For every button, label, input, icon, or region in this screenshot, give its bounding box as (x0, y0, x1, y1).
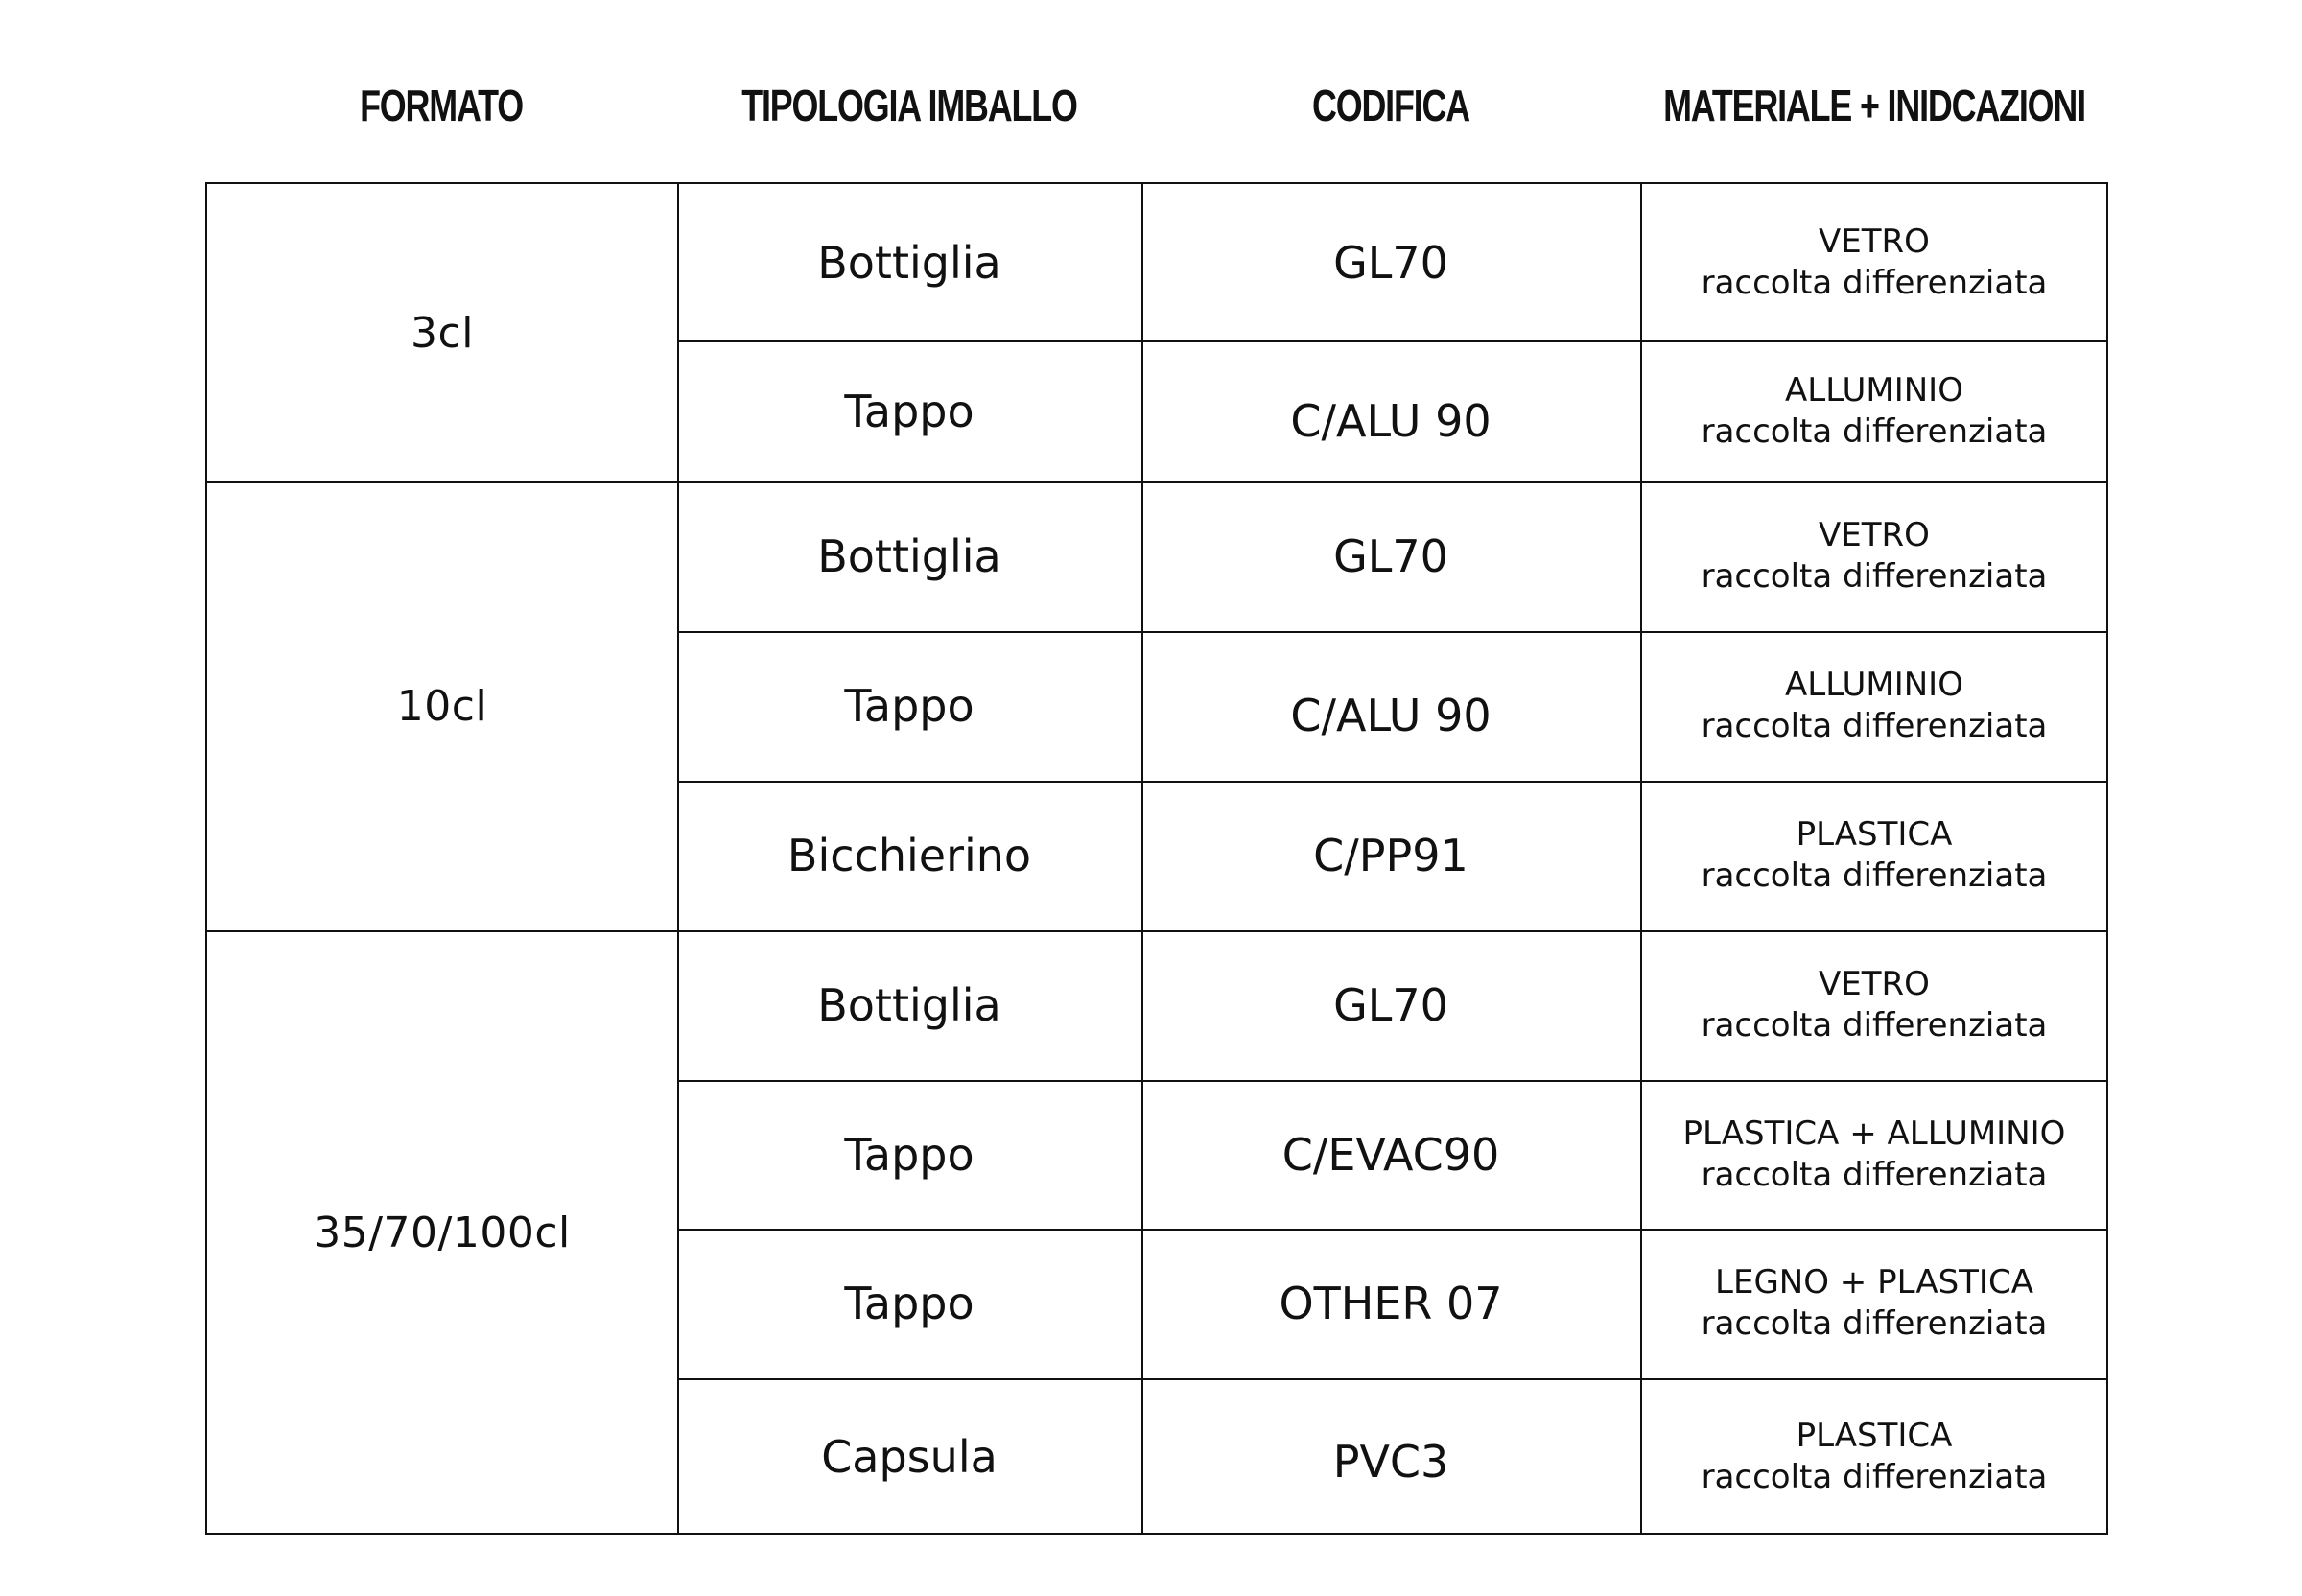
materiale-cell (1640, 1229, 2108, 1378)
codifica-cell: GL70 (1333, 530, 1448, 582)
tipologia-cell: Bottiglia (817, 979, 1001, 1031)
codifica-cell: PVC3 (1332, 1435, 1449, 1488)
materiale-label: PLASTICA (1796, 815, 1953, 854)
materiale-label: PLASTICA (1796, 1416, 1953, 1455)
materiale-label: ALLUMINIO (1785, 666, 1963, 704)
tipologia-cell: Tappo (844, 1128, 975, 1181)
formato-cell-3cl: 3cl (411, 308, 474, 358)
materiale-cell (1640, 930, 2108, 1080)
tipologia-cell: Tappo (844, 385, 975, 437)
indicazione-label: raccolta differenziata (1701, 263, 2048, 302)
indicazione-label: raccolta differenziata (1701, 1006, 2048, 1044)
codifica-cell: C/PP91 (1313, 830, 1468, 881)
materiale-cell (1640, 184, 2108, 340)
indicazione-label: raccolta differenziata (1701, 1304, 2048, 1343)
table-header-row (205, 67, 2108, 144)
header-tipologia-imballo: TIPOLOGIA IMBALLO (741, 81, 1077, 130)
tipologia-cell: Bottiglia (817, 530, 1001, 582)
materiale-cell (1640, 1080, 2108, 1229)
header-codifica: CODIFICA (1311, 81, 1470, 130)
codifica-cell: C/EVAC90 (1281, 1128, 1500, 1181)
indicazione-label: raccolta differenziata (1701, 707, 2048, 745)
tipologia-cell: Bottiglia (817, 236, 1001, 289)
materiale-label: ALLUMINIO (1785, 370, 1963, 410)
formato-cell-35-70-100cl: 35/70/100cl (314, 1208, 571, 1257)
materiale-cell (1640, 781, 2108, 930)
header-formato: FORMATO (360, 81, 523, 130)
indicazione-label: raccolta differenziata (1701, 1457, 2048, 1496)
materiale-cell (1640, 631, 2108, 781)
indicazione-label: raccolta differenziata (1701, 1155, 2048, 1194)
packaging-table (205, 182, 2108, 1535)
indicazione-label: raccolta differenziata (1701, 557, 2048, 596)
formato-cell-10cl: 10cl (396, 681, 488, 731)
codifica-cell: C/ALU 90 (1290, 394, 1492, 447)
indicazione-label: raccolta differenziata (1701, 857, 2048, 895)
codifica-cell: C/ALU 90 (1290, 690, 1492, 741)
tipologia-cell: Tappo (844, 680, 975, 732)
materiale-cell (1640, 481, 2108, 631)
materiale-label: LEGNO + PLASTICA (1715, 1263, 2033, 1302)
header-materiale-indicazioni: MATERIALE + INIDCAZIONI (1663, 81, 2085, 130)
materiale-cell (1640, 1378, 2108, 1535)
materiale-label: PLASTICA + ALLUMINIO (1682, 1114, 2066, 1153)
materiale-label: VETRO (1819, 965, 1930, 1003)
materiale-cell (1640, 340, 2108, 481)
materiale-label: VETRO (1819, 516, 1930, 554)
codifica-cell: GL70 (1333, 236, 1448, 289)
indicazione-label: raccolta differenziata (1701, 411, 2048, 451)
codifica-cell: OTHER 07 (1279, 1278, 1503, 1329)
codifica-cell: GL70 (1333, 979, 1448, 1031)
tipologia-cell: Tappo (844, 1278, 975, 1329)
tipologia-cell: Bicchierino (787, 830, 1032, 881)
materiale-label: VETRO (1819, 222, 1930, 261)
tipologia-cell: Capsula (821, 1430, 998, 1483)
